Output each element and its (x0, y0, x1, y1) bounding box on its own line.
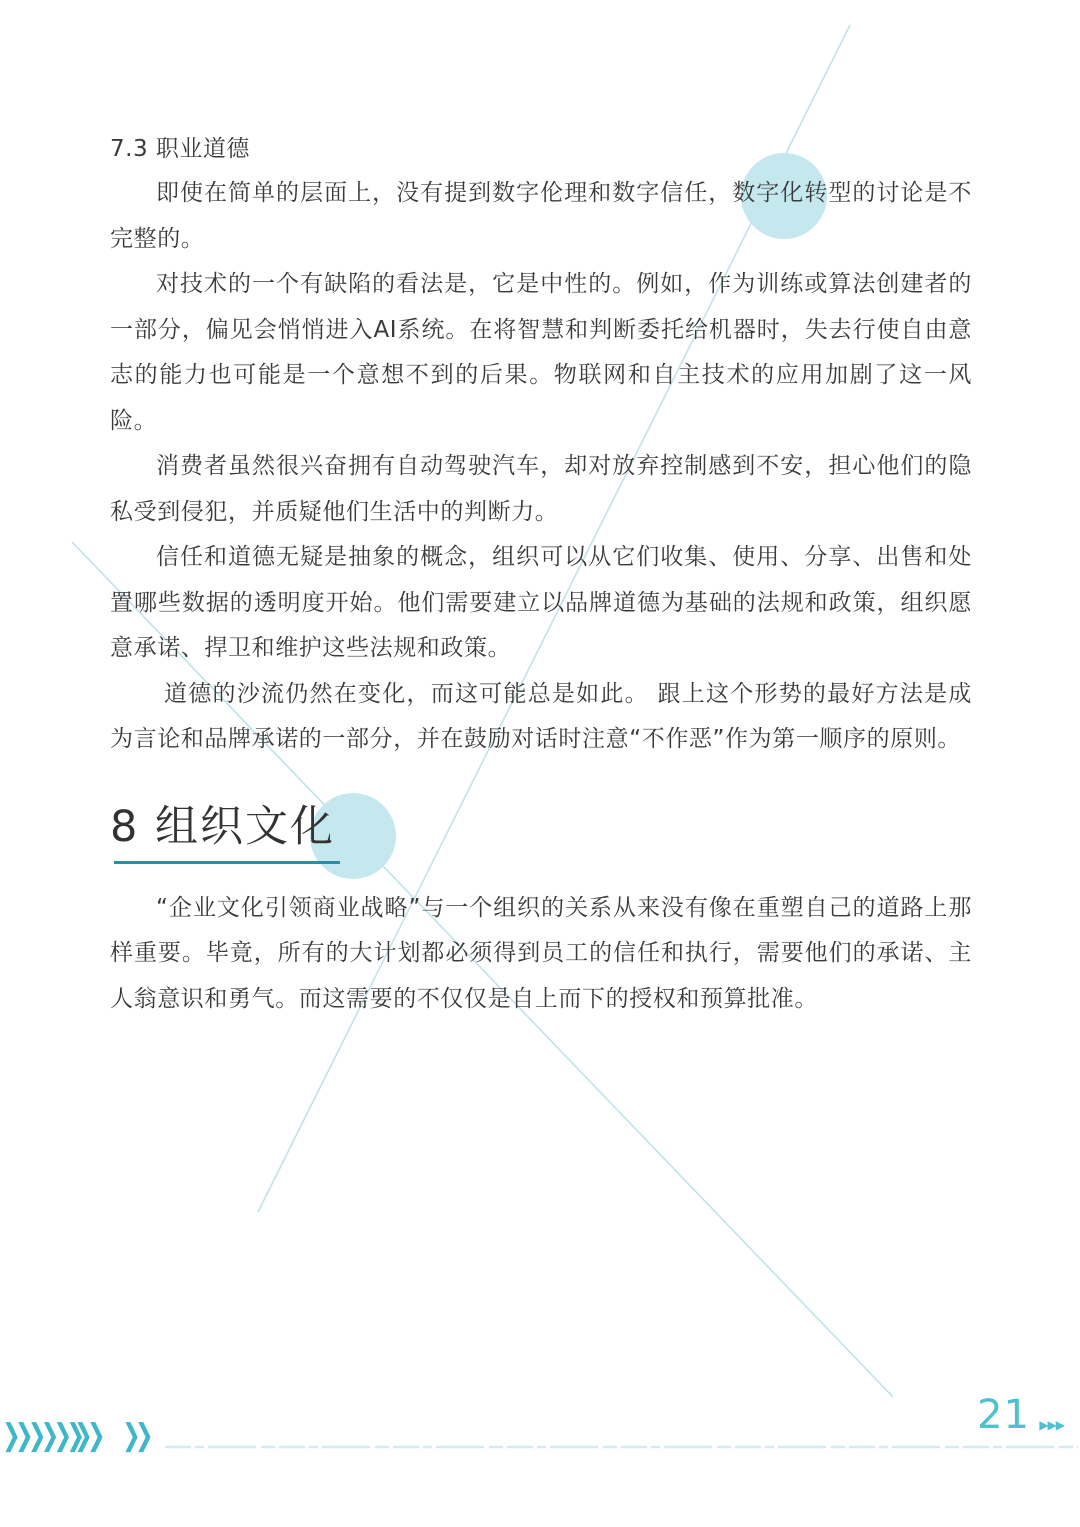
page-content (110, 130, 972, 1022)
body-paragraph: 信任和道德无疑是抽象的概念，组织可以从它们收集、使用、分享、出售和处置哪些数据的透明度开始。他们需要建立以品牌道德为基础的法规和政策，组织愿意承诺、捍卫和维护这些法规和政策。 (110, 544, 972, 661)
body-paragraph: 道德的沙流仍然在变化，而这可能总是如此。 跟上这个形势的最好方法是成为言论和品牌承诺的一部分，并在鼓励对话时注意“不作恶”作为第一顺序的原则。 (110, 680, 972, 752)
double-chevron-right-icon: ❯❯ (74, 1418, 100, 1453)
section-title-underline (114, 861, 340, 864)
body-paragraph: 对技术的一个有缺陷的看法是，它是中性的。例如，作为训练或算法创建者的一部分，偏见会悄悄进入AI系统。在将智慧和判断委托给机器时，失去行使自由意志的能力也可能是一个意想不到的后果。物联网和自主技术的应用加剧了这一风险。 (110, 271, 972, 434)
section-paragraph: “企业文化引领商业战略”与一个组织的关系从来没有像在重塑自己的道路上那样重要。毕竟，所有的大计划都必须得到员工的信任和执行，需要他们的承诺、主人翁意识和勇气。而这需要的不仅仅是自上而下的授权和预算批准。 (110, 894, 972, 1012)
body-paragraph: 即使在简单的层面上，没有提到数字伦理和数字信任，数字化转型的讨论是不完整的。 (110, 180, 972, 252)
section-title: 8 组织文化 (110, 801, 336, 852)
double-chevron-right-icon: ❯❯❯❯❯❯ (2, 1418, 80, 1453)
double-chevron-right-icon: ❯❯ (122, 1418, 148, 1453)
body-paragraph: 消费者虽然很兴奋拥有自动驾驶汽车，却对放弃控制感到不安，担心他们的隐私受到侵犯，并质疑他们生活中的判断力。 (110, 453, 972, 525)
subsection-heading: 7.3 职业道德 (110, 136, 250, 162)
triple-chevron-right-icon: ▶▶▶ (1039, 1418, 1064, 1432)
page-number: 21 (977, 1392, 1030, 1438)
